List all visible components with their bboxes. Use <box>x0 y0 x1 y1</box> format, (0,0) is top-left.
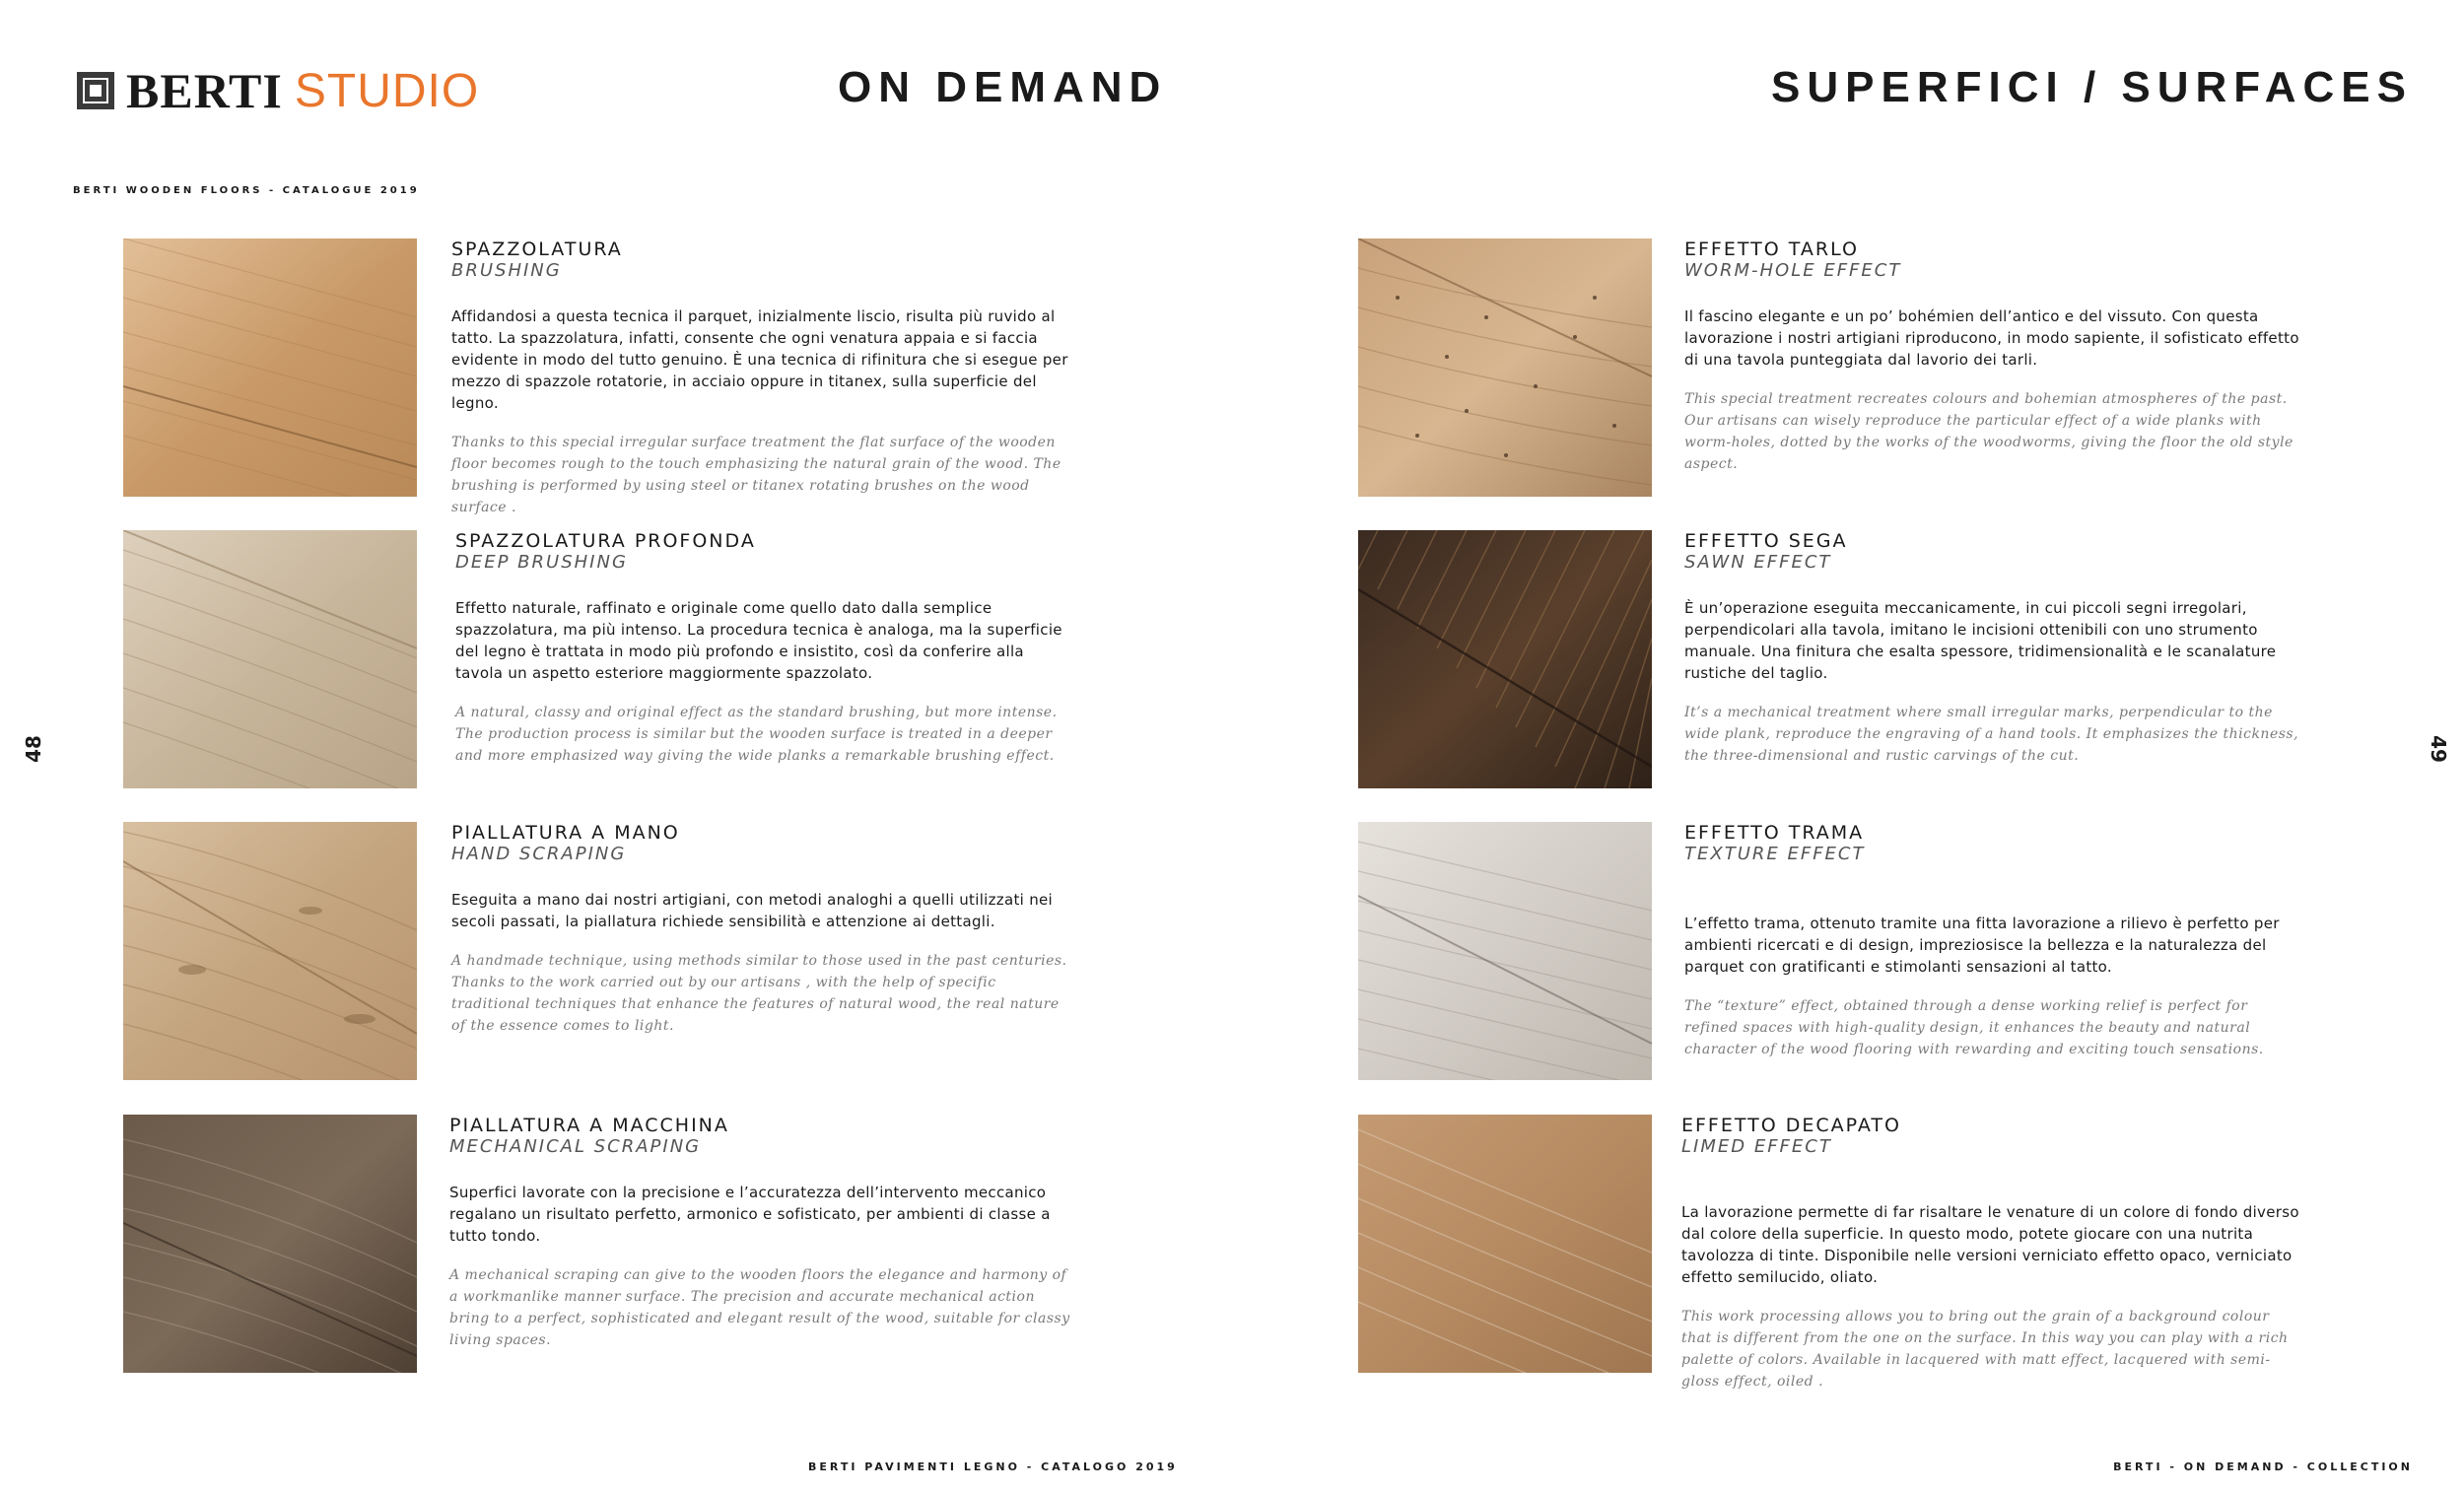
brand-logo <box>77 61 479 120</box>
item-description-en: This special treatment recreates colours and bohemian atmospheres of the past. Our artisans can wisely reproduce the particular effect of a wide planks with worm-holes, dotted by the works of the woodworms, giving the floor the old style aspect. <box>1684 391 2293 472</box>
item-description-it: Eseguita a mano dai nostri artigiani, con metodi analoghi a quelli utilizzati nei secoli passati, la piallatura richiede sensibilità e attenzione ai dettagli. <box>451 891 1053 930</box>
swatch-brushing <box>123 238 417 501</box>
item-description-en: Thanks to this special irregular surface treatment the flat surface of the wooden floor becomes rough to the touch emphasizing the natural grain of the wood. The brushing is performed by using steel or titanex rotating brushes on the wood surface . <box>451 435 1061 515</box>
item-description-en: The “texture” effect, obtained through a dense working relief is perfect for refined spaces with high-quality design, it enhances the beauty and natural character of the wood flooring with rewarding and exciting touch sensations. <box>1684 998 2264 1057</box>
item-title: EFFETTO SEGA <box>1684 530 1848 552</box>
catalogue-label: BERTI WOODEN FLOORS - CATALOGUE 2019 <box>73 185 420 196</box>
swatch-texture <box>1358 822 1652 1084</box>
wood-swatch-image <box>123 822 417 1080</box>
berti-logo-icon <box>77 72 114 109</box>
item-description-it: L’effetto trama, ottenuto tramite una fitta lavorazione a rilievo è perfetto per ambienti ricercati e di design, impreziosisce la bellezza e la naturalezza del parquet con gratificanti e stimolanti sensazioni al tatto. <box>1684 915 2280 976</box>
page-title-right: SUPERFICI / SURFACES <box>1771 63 2413 111</box>
brand-name: BERTI <box>126 63 283 118</box>
item-title: EFFETTO TRAMA <box>1684 822 1865 844</box>
swatch-worm-hole <box>1358 238 1652 501</box>
item-subtitle: DEEP BRUSHING <box>455 552 628 573</box>
page-title-left: ON DEMAND <box>838 63 1168 111</box>
item-title: PIALLATURA A MACCHINA <box>449 1115 729 1136</box>
item-description-it: Affidandosi a questa tecnica il parquet, inizialmente liscio, risulta più ruvido al tatto. La spazzolatura, infatti, consente che ogni venatura appaia e si faccia evidente in modo del tutto genuino. È una tecnica di rifinitura che si esegue per mezzo di spazzole rotatorie, in acciaio oppure in titanex, sulla superficie del legno. <box>451 307 1068 412</box>
page-number-right: 49 <box>2426 735 2450 763</box>
surface-item <box>1684 822 2305 1060</box>
wood-swatch-image <box>1358 822 1652 1080</box>
surface-item <box>451 238 1072 518</box>
item-description-it: È un’operazione eseguita meccanicamente, in cui piccoli segni irregolari, perpendicolari alla tavola, imitano le incisioni ottenibili con uno strumento manuale. Una finitura che esalta spessore, tridimensionalità e le scanalature rustiche del taglio. <box>1684 599 2277 682</box>
item-description-it: Superfici lavorate con la precisione e l’accuratezza dell’intervento meccanico regalano un risultato perfetto, armonico e sofisticato, per ambienti di classe a tutto tondo. <box>449 1184 1051 1245</box>
footer-right: BERTI - ON DEMAND - COLLECTION <box>2113 1460 2413 1473</box>
swatch-limed <box>1358 1115 1652 1377</box>
item-subtitle: LIMED EFFECT <box>1681 1136 1832 1157</box>
item-title: EFFETTO DECAPATO <box>1681 1115 1901 1136</box>
item-title: SPAZZOLATURA <box>451 238 623 260</box>
surface-item <box>455 530 1076 767</box>
item-title: EFFETTO TARLO <box>1684 238 1859 260</box>
footer-left: BERTI PAVIMENTI LEGNO - CATALOGO 2019 <box>808 1460 1178 1473</box>
surface-item <box>1681 1115 2302 1392</box>
item-title: PIALLATURA A MANO <box>451 822 680 844</box>
item-description-en: This work processing allows you to bring out the grain of a background colour that is different from the one on the surface. In this way you can play with a rich palette of colors. Available in lacquered with matt effect, lacquered with semi-gloss effect, oiled . <box>1681 1309 2289 1390</box>
wood-swatch-image <box>123 530 417 788</box>
swatch-hand-scraping <box>123 822 417 1084</box>
wood-swatch-image <box>123 1115 417 1373</box>
item-description-en: A natural, classy and original effect as the standard brushing, but more intense. The production process is similar but the wooden surface is treated in a deeper and more emphasized way giving the wide planks a remarkable brushing effect. <box>455 705 1058 764</box>
page-number-left: 48 <box>21 735 45 763</box>
item-title: SPAZZOLATURA PROFONDA <box>455 530 756 552</box>
swatch-sawn <box>1358 530 1652 792</box>
item-subtitle: SAWN EFFECT <box>1684 552 1832 573</box>
item-description-en: It’s a mechanical treatment where small irregular marks, perpendicular to the wide plank, reproduce the engraving of a hand tools. It emphasizes the thickness, the three-dimensional and rustic carvings of the cut. <box>1684 705 2299 764</box>
brand-studio: STUDIO <box>294 64 480 117</box>
swatch-deep-brushing <box>123 530 417 792</box>
item-description-it: Il fascino elegante e un po’ bohémien dell’antico e del vissuto. Con questa lavorazione i nostri artigiani riproducono, in modo sapiente, il sofisticato effetto di una tavola punteggiata dal lavorio dei tarli. <box>1684 307 2299 369</box>
surface-item <box>449 1115 1070 1351</box>
item-description-it: Effetto naturale, raffinato e originale come quello dato dalla semplice spazzolatura, ma più intenso. La procedura tecnica è analoga, ma la superficie del legno è trattata in modo più profondo e insistito, così da conferire alla tavola un aspetto esteriore maggiormente spazzolato. <box>455 599 1062 682</box>
wood-swatch-image <box>123 238 417 497</box>
surface-item <box>451 822 1072 1037</box>
swatch-mechanical-scraping <box>123 1115 417 1377</box>
item-subtitle: BRUSHING <box>451 260 562 281</box>
surface-item <box>1684 238 2305 475</box>
item-description-en: A mechanical scraping can give to the wooden floors the elegance and harmony of a workmanlike manner surface. The precision and accurate mechanical action bring to a perfect, sophisticated and elegant result of the wood, suitable for classy living spaces. <box>449 1267 1070 1348</box>
item-description-it: La lavorazione permette di far risaltare le venature di un colore di fondo diverso dal colore della superficie. In questo modo, potete giocare con una nutrita tavolozza di tinte. Disponibile nelle versioni verniciato effetto opaco, verniciato effetto semilucido, oliato. <box>1681 1203 2299 1286</box>
item-subtitle: HAND SCRAPING <box>451 844 627 864</box>
item-subtitle: TEXTURE EFFECT <box>1684 844 1866 864</box>
wood-swatch-image <box>1358 1115 1652 1373</box>
wood-swatch-image <box>1358 530 1652 788</box>
surface-item <box>1684 530 2305 767</box>
wood-swatch-image <box>1358 238 1652 497</box>
item-subtitle: MECHANICAL SCRAPING <box>449 1136 702 1157</box>
item-description-en: A handmade technique, using methods similar to those used in the past centuries. Thanks to the work carried out by our artisans , with the help of specific traditional techniques that enhance the features of natural wood, the real nature of the essence comes to light. <box>451 953 1067 1034</box>
item-subtitle: WORM-HOLE EFFECT <box>1684 260 1902 281</box>
